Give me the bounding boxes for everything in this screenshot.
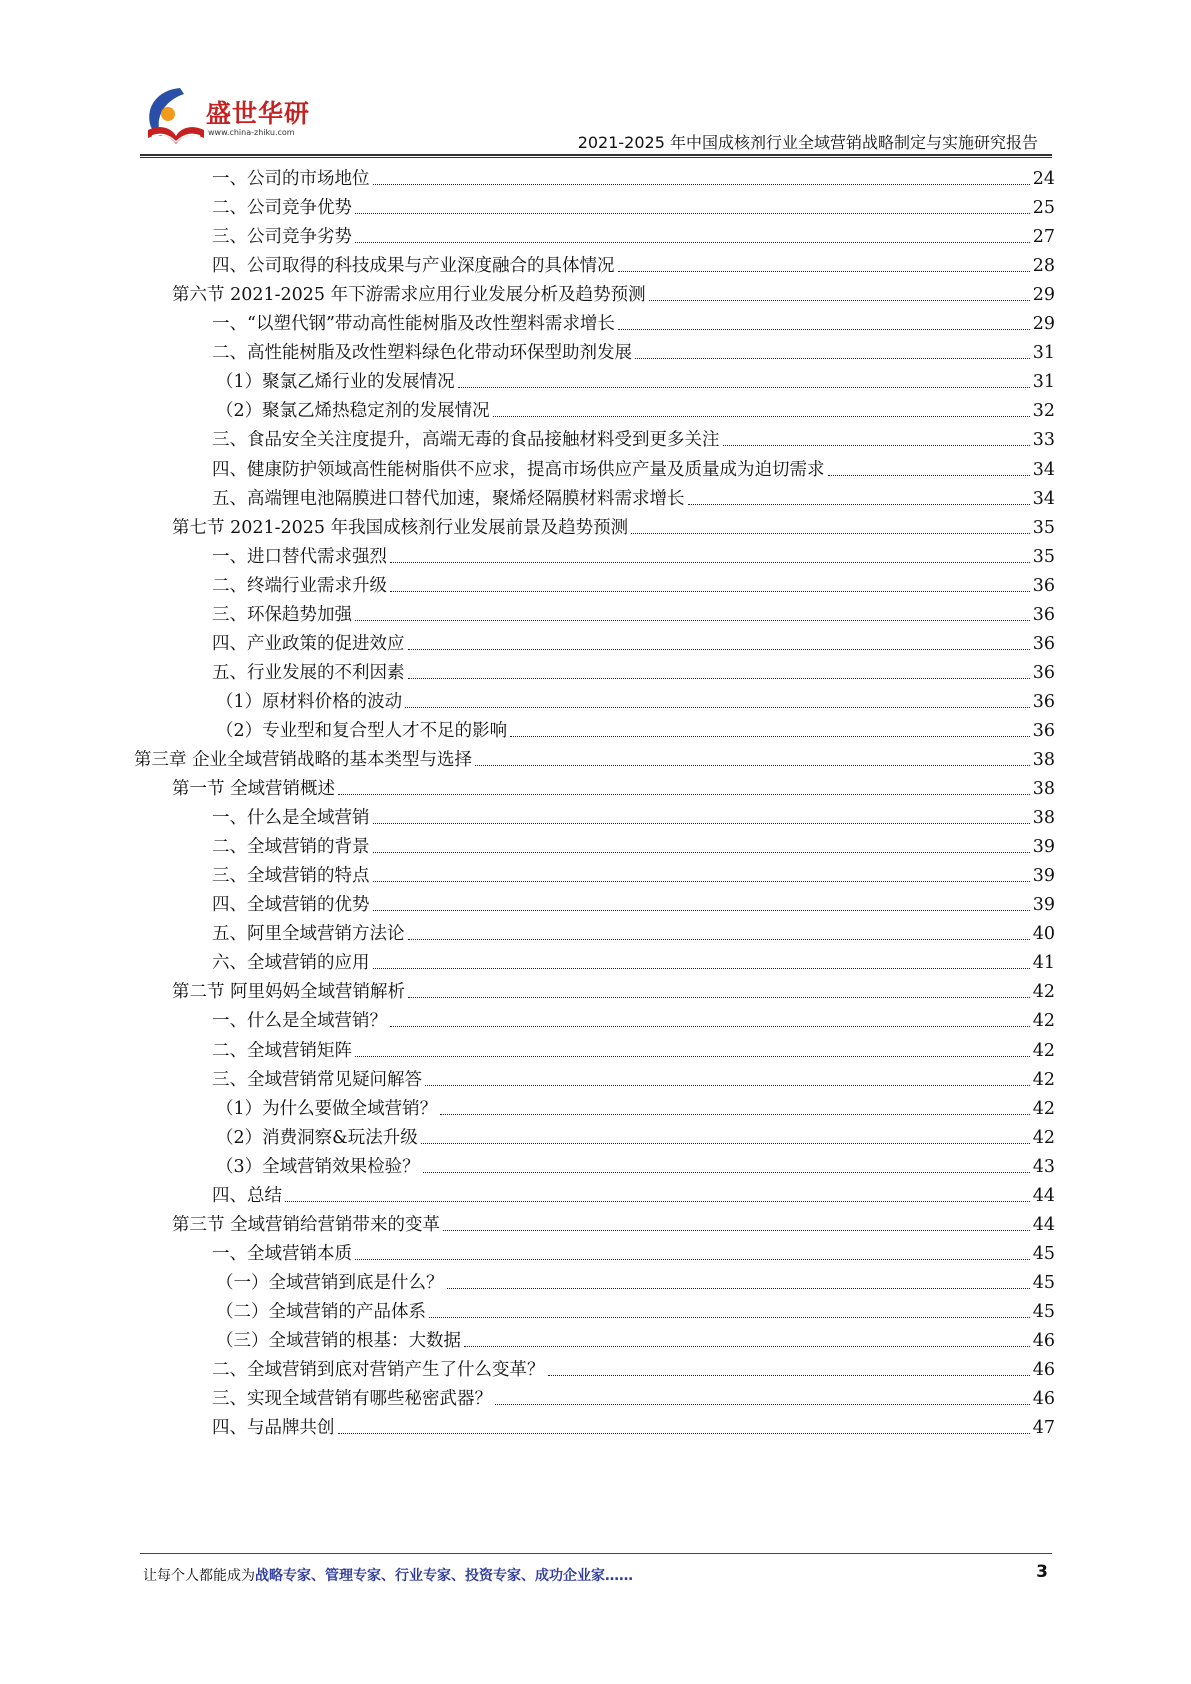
toc-entry[interactable] (212, 451, 1055, 481)
toc-entry[interactable] (212, 189, 1055, 219)
footer-prefix: 让每个人都能成为 (143, 1568, 255, 1584)
toc-entry[interactable] (212, 1409, 1055, 1439)
toc-entry-label: 第六节 2021-2025 年下游需求应用行业发展分析及趋势预测 (172, 285, 646, 306)
toc-entry-page: 42 (1032, 1011, 1055, 1032)
toc-dot-leader (390, 1026, 1030, 1027)
toc-entry-page: 36 (1032, 575, 1055, 596)
toc-entry[interactable] (216, 1264, 1055, 1294)
toc-entry-page: 46 (1032, 1389, 1055, 1410)
toc-dot-leader (447, 1288, 1030, 1289)
toc-entry[interactable] (172, 973, 1055, 1003)
toc-entry-label: 四、健康防护领域高性能树脂供不应求，提高市场供应产量及质量成为迫切需求 (212, 459, 825, 480)
toc-entry[interactable] (212, 915, 1055, 945)
toc-dot-leader (429, 1317, 1030, 1318)
logo-url: www.china-zhiku.com (208, 128, 295, 137)
toc-entry[interactable] (172, 509, 1055, 539)
toc-entry-label: 三、全域营销的特点 (212, 866, 370, 887)
footer-divider (140, 1553, 1052, 1554)
toc-entry-page: 39 (1032, 837, 1055, 858)
toc-dot-leader (355, 1056, 1030, 1057)
toc-entry[interactable] (216, 1322, 1055, 1352)
toc-entry-label: 二、公司竞争优势 (212, 198, 352, 219)
footer-ellipsis: …… (605, 1568, 633, 1584)
toc-entry[interactable] (212, 828, 1055, 858)
toc-dot-leader (475, 765, 1030, 766)
footer-highlight: 战略专家、管理专家、行业专家、投资专家、成功企业家 (255, 1568, 605, 1584)
toc-entry-label: 三、环保趋势加强 (212, 604, 352, 625)
toc-entry[interactable] (216, 712, 1055, 742)
toc-entry[interactable] (212, 1002, 1055, 1032)
toc-dot-leader (373, 852, 1030, 853)
toc-entry-page: 33 (1032, 430, 1055, 451)
toc-entry-page: 46 (1032, 1360, 1055, 1381)
toc-entry-label: 四、与品牌共创 (212, 1418, 335, 1439)
toc-entry-page: 35 (1032, 517, 1055, 538)
toc-entry-label: （三）全域营销的根基：大数据 (216, 1331, 461, 1351)
toc-entry[interactable] (134, 741, 1055, 771)
toc-entry-label: 二、全域营销到底对营销产生了什么变革？ (212, 1360, 545, 1381)
toc-entry-page: 44 (1032, 1214, 1055, 1235)
toc-dot-leader (338, 1433, 1030, 1434)
toc-entry[interactable] (212, 421, 1055, 451)
toc-dot-leader (355, 213, 1030, 214)
toc-entry-page: 36 (1032, 633, 1055, 654)
toc-entry[interactable] (216, 392, 1055, 422)
toc-entry-label: 一、“以塑代钢”带动高性能树脂及改性塑料需求增长 (212, 314, 615, 335)
toc-entry-page: 29 (1032, 314, 1055, 335)
toc-entry-page: 39 (1032, 866, 1055, 887)
header-divider (140, 154, 1052, 158)
toc-entry[interactable] (212, 625, 1055, 655)
toc-dot-leader (440, 1114, 1030, 1115)
toc-entry[interactable] (216, 363, 1055, 393)
toc-entry-page: 42 (1032, 1069, 1055, 1090)
toc-entry-page: 46 (1032, 1331, 1055, 1351)
toc-entry-label: 第三章 企业全域营销战略的基本类型与选择 (134, 750, 473, 770)
toc-dot-leader (631, 533, 1030, 534)
toc-entry[interactable] (212, 857, 1055, 887)
toc-entry-page: 24 (1032, 169, 1055, 189)
page-header (140, 82, 1052, 162)
toc-entry-label: 一、全域营销本质 (212, 1243, 352, 1264)
toc-entry-label: 二、全域营销的背景 (212, 837, 370, 858)
toc-entry-page: 32 (1032, 401, 1055, 422)
toc-dot-leader (355, 242, 1030, 243)
toc-dot-leader (373, 823, 1030, 824)
toc-entry-page: 36 (1032, 691, 1055, 712)
toc-entry-page: 34 (1032, 459, 1055, 480)
toc-entry-page: 45 (1032, 1272, 1055, 1293)
toc-dot-leader (338, 794, 1030, 795)
toc-dot-leader (723, 445, 1030, 446)
toc-entry[interactable] (216, 683, 1055, 713)
toc-entry[interactable] (212, 334, 1055, 364)
toc-entry-page: 36 (1032, 604, 1055, 625)
toc-dot-leader (688, 504, 1030, 505)
toc-entry-page: 42 (1032, 1098, 1055, 1119)
toc-entry-label: 三、全域营销常见疑问解答 (212, 1069, 422, 1090)
toc-entry[interactable] (212, 1380, 1055, 1410)
logo-text: 盛世华研 (206, 99, 311, 128)
toc-entry-label: （2）消费洞察&玩法升级 (216, 1127, 418, 1148)
toc-dot-leader (405, 707, 1030, 708)
toc-dot-leader (493, 416, 1030, 417)
toc-dot-leader (495, 1404, 1030, 1405)
toc-entry-label: 五、高端锂电池隔膜进口替代加速，聚烯烃隔膜材料需求增长 (212, 488, 685, 509)
toc-entry-label: 第三节 全域营销给营销带来的变革 (172, 1214, 441, 1235)
toc-entry-page: 43 (1032, 1156, 1055, 1177)
toc-entry-page: 36 (1032, 662, 1055, 683)
toc-dot-leader (425, 1085, 1030, 1086)
toc-entry-page: 31 (1032, 372, 1055, 393)
toc-entry-page: 47 (1032, 1418, 1055, 1439)
toc-entry[interactable] (216, 1148, 1055, 1178)
toc-dot-leader (373, 910, 1030, 911)
toc-dot-leader (828, 475, 1030, 476)
toc-entry-label: （2）专业型和复合型人才不足的影响 (216, 720, 508, 741)
toc-entry[interactable] (212, 480, 1055, 510)
toc-dot-leader (285, 1201, 1030, 1202)
toc-entry-label: 四、产业政策的促进效应 (212, 633, 405, 654)
toc-entry-label: （1）聚氯乙烯行业的发展情况 (216, 372, 455, 393)
toc-dot-leader (464, 1346, 1030, 1347)
toc-dot-leader (373, 184, 1030, 185)
toc-dot-leader (408, 997, 1030, 998)
toc-entry[interactable] (212, 160, 1055, 190)
toc-entry-page: 38 (1032, 779, 1055, 800)
toc-entry[interactable] (212, 886, 1055, 916)
toc-entry[interactable] (172, 276, 1055, 306)
toc-entry[interactable] (172, 770, 1055, 800)
toc-entry-page: 45 (1032, 1243, 1055, 1264)
toc-entry-page: 40 (1032, 924, 1055, 945)
toc-entry[interactable] (212, 944, 1055, 974)
toc-entry-label: 一、什么是全域营销 (212, 808, 370, 829)
toc-dot-leader (355, 1259, 1030, 1260)
toc-entry-label: （1）原材料价格的波动 (216, 691, 403, 712)
toc-entry[interactable] (172, 1206, 1055, 1236)
toc-entry-page: 44 (1032, 1185, 1055, 1206)
toc-dot-leader (443, 1230, 1030, 1231)
toc-entry-label: 二、终端行业需求升级 (212, 575, 387, 596)
toc-entry-label: 第七节 2021-2025 年我国成核剂行业发展前景及趋势预测 (172, 517, 629, 538)
toc-entry[interactable] (212, 538, 1055, 568)
toc-entry[interactable] (212, 218, 1055, 248)
toc-entry[interactable] (212, 596, 1055, 626)
toc-entry-label: 四、总结 (212, 1185, 282, 1206)
toc-dot-leader (548, 1375, 1030, 1376)
toc-entry-page: 42 (1032, 1127, 1055, 1148)
toc-entry-label: 二、全域营销矩阵 (212, 1040, 352, 1061)
toc-dot-leader (355, 620, 1030, 621)
toc-entry[interactable] (216, 1090, 1055, 1120)
toc-entry-page: 42 (1032, 1040, 1055, 1061)
toc-entry-page: 38 (1032, 750, 1055, 770)
toc-entry-label: 第二节 阿里妈妈全域营销解析 (172, 982, 406, 1003)
toc-entry-label: （二）全域营销的产品体系 (216, 1301, 426, 1322)
toc-entry-label: （1）为什么要做全域营销？ (216, 1098, 438, 1119)
toc-entry-label: 五、阿里全域营销方法论 (212, 924, 405, 945)
toc-entry-page: 38 (1032, 808, 1055, 829)
toc-entry[interactable] (212, 247, 1055, 277)
toc-dot-leader (618, 329, 1030, 330)
toc-dot-leader (421, 1143, 1030, 1144)
toc-entry[interactable] (212, 567, 1055, 597)
toc-dot-leader (423, 1172, 1030, 1173)
toc-entry-label: 一、公司的市场地位 (212, 169, 370, 189)
toc-entry-label: （2）聚氯乙烯热稳定剂的发展情况 (216, 401, 490, 422)
toc-dot-leader (408, 939, 1030, 940)
toc-dot-leader (408, 678, 1030, 679)
toc-entry-page: 42 (1032, 982, 1055, 1003)
toc-entry-label: 五、行业发展的不利因素 (212, 662, 405, 683)
toc-dot-leader (649, 300, 1030, 301)
toc-dot-leader (635, 358, 1030, 359)
toc-dot-leader (373, 968, 1030, 969)
toc-dot-leader (408, 649, 1030, 650)
report-title: 2021-2025 年中国成核剂行业全域营销战略制定与实施研究报告 (577, 133, 1038, 152)
toc-entry-page: 29 (1032, 285, 1055, 306)
toc-entry-page: 31 (1032, 343, 1055, 364)
toc-dot-leader (618, 271, 1030, 272)
toc-entry-label: 三、公司竞争劣势 (212, 227, 352, 248)
toc-entry[interactable] (216, 1119, 1055, 1149)
toc-entry-label: 二、高性能树脂及改性塑料绿色化带动环保型助剂发展 (212, 343, 632, 364)
toc-entry-page: 35 (1032, 546, 1055, 567)
toc-entry[interactable] (212, 305, 1055, 335)
toc-dot-leader (458, 387, 1030, 388)
page-number: 3 (1036, 1562, 1048, 1582)
toc-entry[interactable] (212, 1177, 1055, 1207)
toc-entry-label: 第一节 全域营销概述 (172, 779, 336, 800)
toc-entry-page: 36 (1032, 720, 1055, 741)
toc-entry-page: 39 (1032, 895, 1055, 916)
toc-entry-page: 45 (1032, 1301, 1055, 1322)
toc-entry[interactable] (212, 654, 1055, 684)
toc-entry[interactable] (212, 1061, 1055, 1091)
toc-entry-page: 34 (1032, 488, 1055, 509)
toc-entry-page: 27 (1032, 227, 1055, 248)
toc-entry-label: （一）全域营销到底是什么？ (216, 1272, 444, 1293)
toc-entry-page: 41 (1032, 953, 1055, 974)
toc-entry-label: 一、进口替代需求强烈 (212, 546, 387, 567)
toc-entry[interactable] (212, 799, 1055, 829)
toc-entry-page: 25 (1032, 198, 1055, 219)
toc-entry-label: （3）全域营销效果检验？ (216, 1156, 420, 1177)
toc-entry-label: 一、什么是全域营销？ (212, 1011, 387, 1032)
toc-entry-label: 四、全域营销的优势 (212, 895, 370, 916)
toc-entry[interactable] (212, 1235, 1055, 1265)
toc-dot-leader (390, 591, 1030, 592)
toc-entry-label: 三、食品安全关注度提升，高端无毒的食品接触材料受到更多关注 (212, 430, 720, 451)
toc-entry[interactable] (212, 1351, 1055, 1381)
toc-entry[interactable] (216, 1293, 1055, 1323)
toc-entry-label: 四、公司取得的科技成果与产业深度融合的具体情况 (212, 256, 615, 277)
toc-entry-label: 三、实现全域营销有哪些秘密武器？ (212, 1389, 492, 1410)
toc-entry-page: 28 (1032, 256, 1055, 277)
toc-dot-leader (510, 736, 1030, 737)
toc-entry-label: 六、全域营销的应用 (212, 953, 370, 974)
company-logo (140, 82, 320, 152)
toc-dot-leader (373, 881, 1030, 882)
footer-slogan (143, 1565, 633, 1585)
toc-dot-leader (390, 562, 1030, 563)
logo-emblem-icon (140, 84, 210, 148)
toc-entry[interactable] (212, 1032, 1055, 1062)
